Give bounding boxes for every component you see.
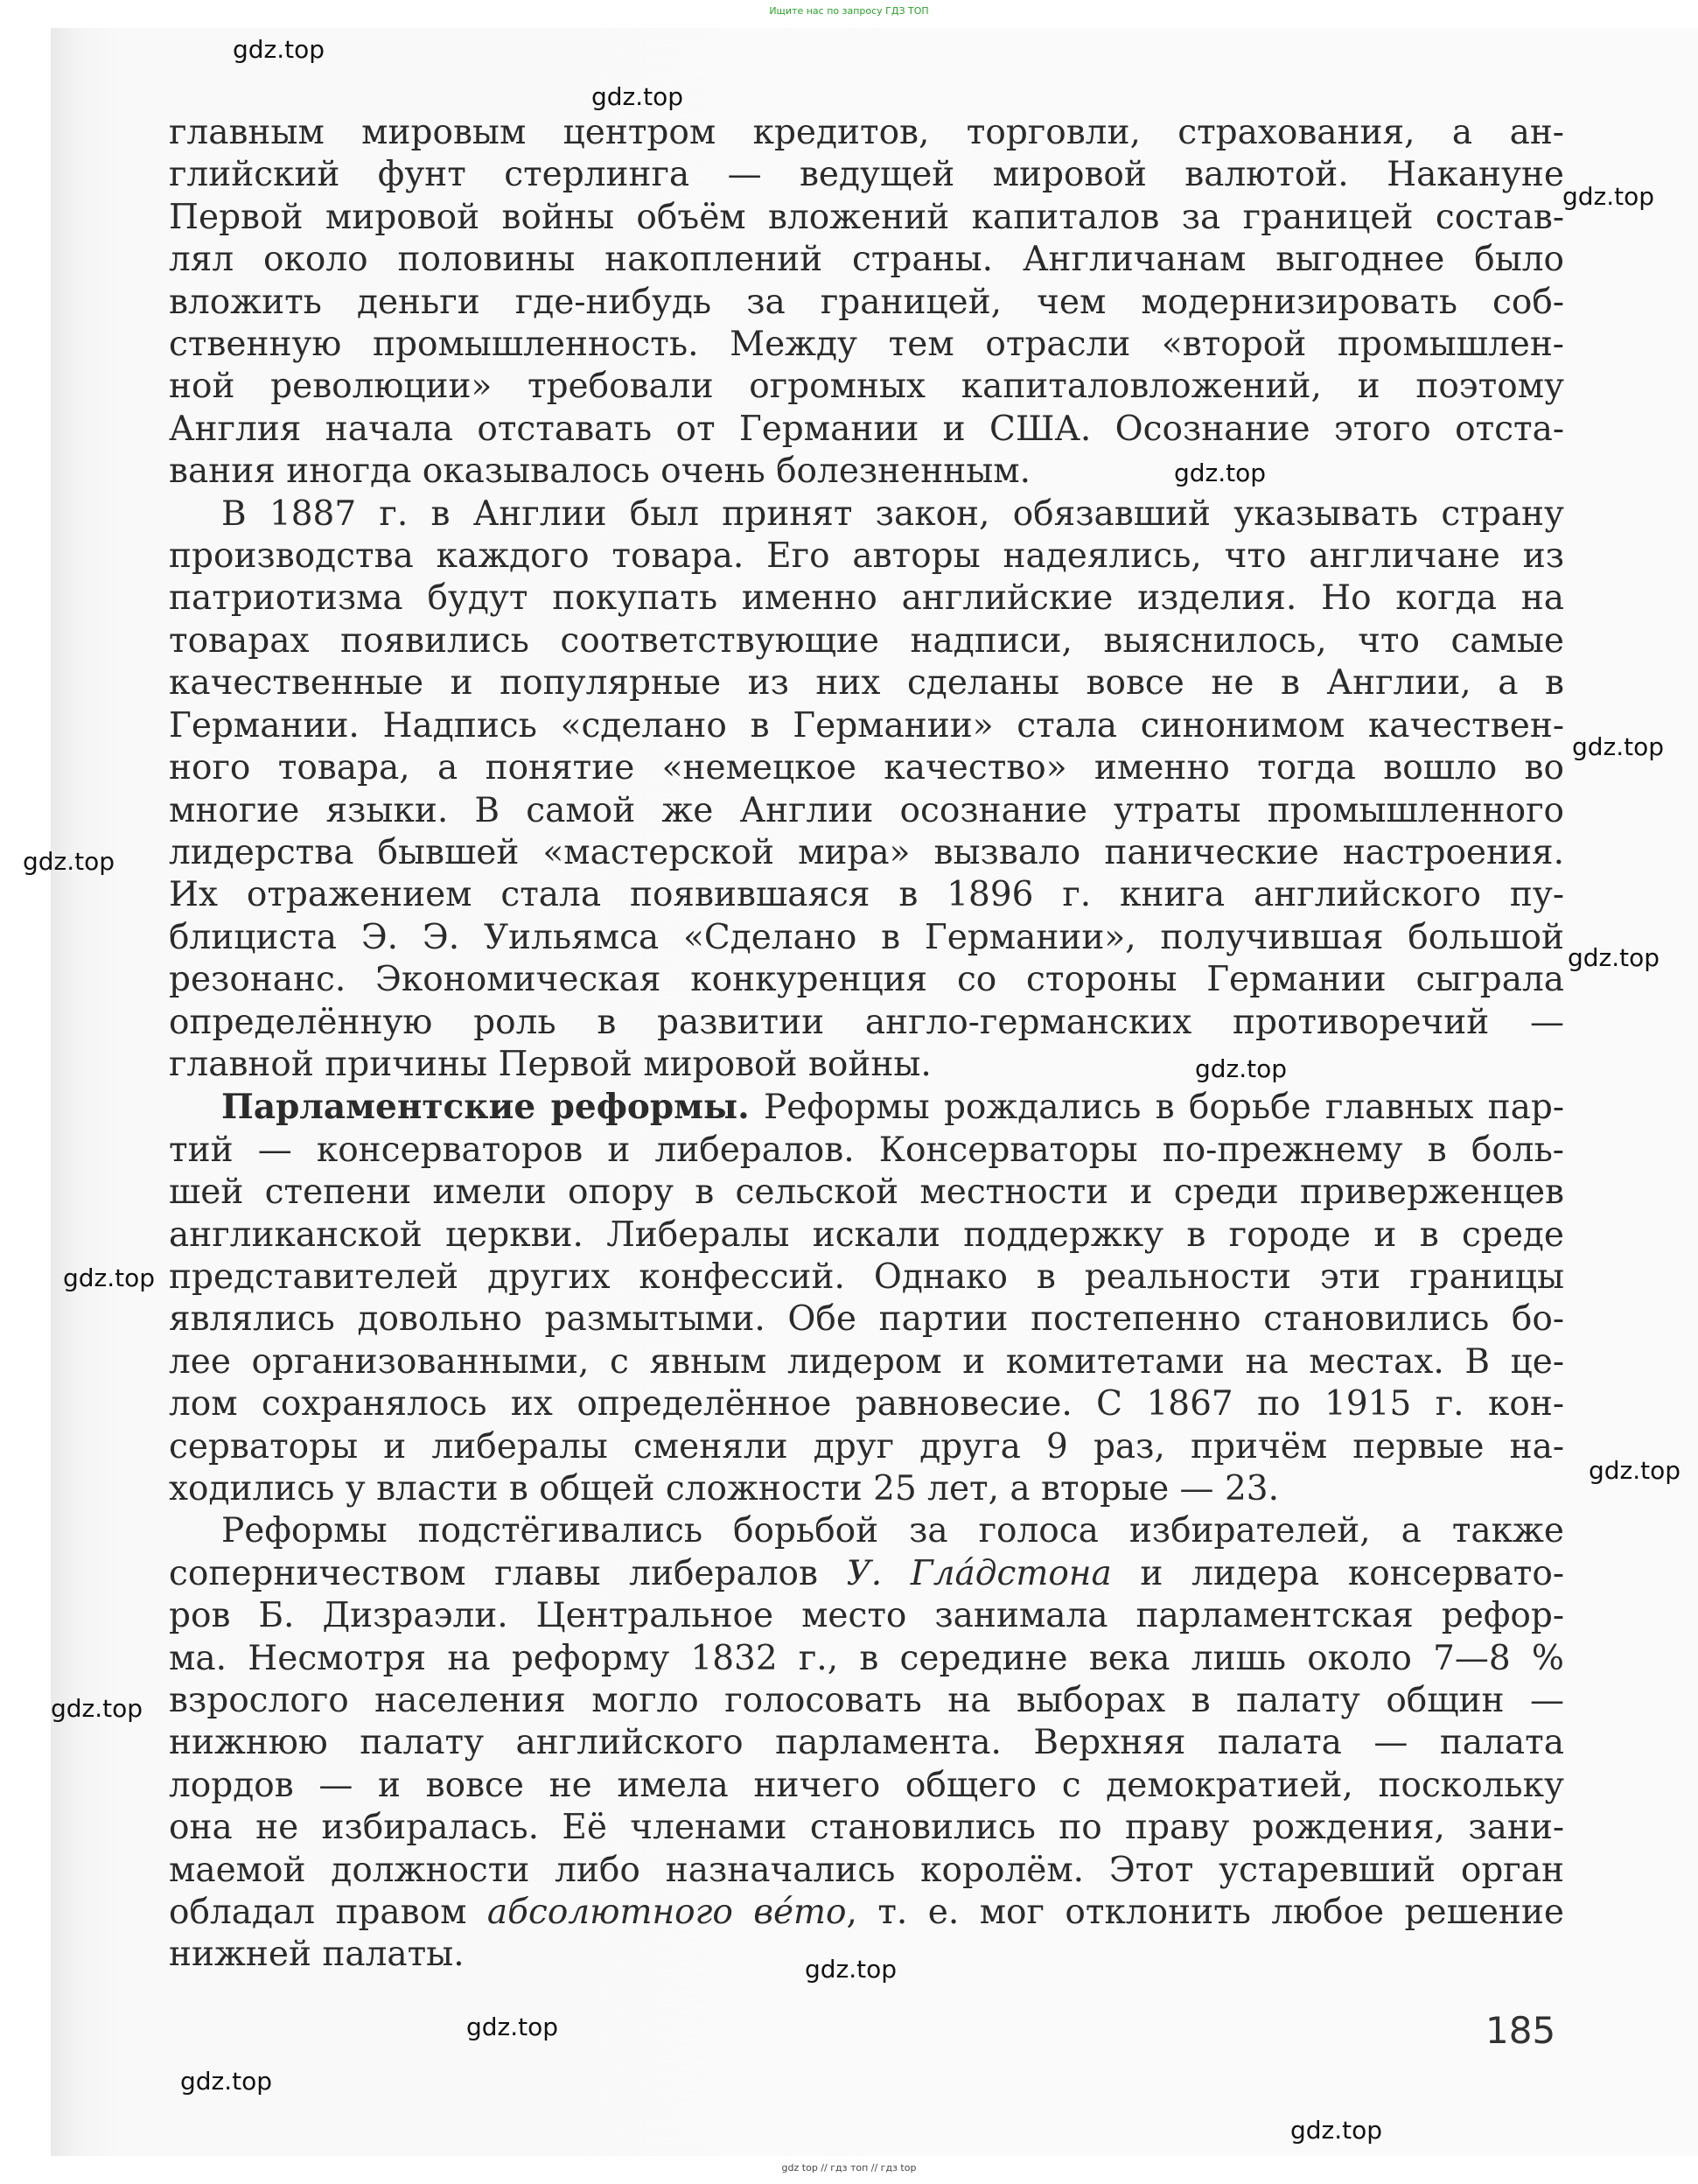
watermark: gdz.top bbox=[233, 35, 325, 64]
text-line: нижнюю палату английского парламента. Верхняя палата — палата bbox=[169, 1723, 1564, 1763]
text-line: нижней палаты. bbox=[169, 1935, 465, 1975]
section-heading: Парламентские реформы. bbox=[221, 1087, 750, 1128]
text-line: лордов — и вовсе не имела ничего общего с демократией, поскольку bbox=[169, 1765, 1564, 1805]
text-line: вания иногда оказывалось очень болезненным. bbox=[169, 452, 1031, 492]
text-line: Англия начала отставать от Германии и США. Осознание этого отста- bbox=[169, 409, 1564, 449]
text-line: соперничеством главы либералов У. Гла́дстона и лидера консервато- bbox=[169, 1553, 1564, 1593]
watermark: gdz.top bbox=[1290, 2116, 1383, 2145]
text-line: серваторы и либералы сменяли друг друга 9 раз, причём первые на- bbox=[169, 1426, 1564, 1466]
text-line: качественные и популярные из них сделаны вовсе не в Англии, а в bbox=[169, 663, 1564, 704]
text-line: вложить деньги где-нибудь за границей, чем модернизировать соб- bbox=[169, 282, 1564, 322]
text-line: многие языки. В самой же Англии осознание утраты промышленного bbox=[169, 790, 1564, 830]
watermark: gdz.top bbox=[466, 2012, 559, 2041]
text-line: представителей других конфессий. Однако в реальности эти границы bbox=[169, 1256, 1564, 1297]
text-line: шей степени имели опору в сельской местности и среди приверженцев bbox=[169, 1172, 1564, 1213]
text-line: Их отражением стала появившаяся в 1896 г. книга английского пу- bbox=[169, 875, 1564, 915]
watermark: gdz.top bbox=[23, 847, 115, 876]
text-line: Первой мировой войны объём вложений капиталов за границей состав- bbox=[169, 197, 1564, 237]
text-line: В 1887 г. в Англии был принят закон, обязавший указывать страну bbox=[221, 494, 1564, 534]
page-text bbox=[169, 112, 1564, 1977]
text-line: лидерства бывшей «мастерской мира» вызвало панические настроения. bbox=[169, 832, 1564, 872]
text-line: ров Б. Дизраэли. Центральное место занимала парламентская рефор- bbox=[169, 1596, 1564, 1636]
text-line: ма. Несмотря на реформу 1832 г., в середине века лишь около 7—8 % bbox=[169, 1638, 1564, 1678]
text-line: Реформы подстёгивались борьбой за голоса избирателей, а также bbox=[221, 1511, 1564, 1551]
text-line: обладал правом абсолютного ве́то, т. е. мог отклонить любое решение bbox=[169, 1893, 1564, 1933]
watermark: gdz.top bbox=[1568, 943, 1660, 972]
text-line: ной революции» требовали огромных капиталовложений, и поэтому bbox=[169, 367, 1564, 407]
text-line: резонанс. Экономическая конкуренция со стороны Германии сыграла bbox=[169, 960, 1564, 1000]
text-line: ного товара, а понятие «немецкое качество» именно тогда вошло во bbox=[169, 748, 1564, 788]
page-number: 185 bbox=[1485, 2009, 1556, 2052]
text-line: взрослого населения могло голосовать на выборах в палату общин — bbox=[169, 1681, 1564, 1721]
italic-term: абсолютного ве́то bbox=[486, 1893, 847, 1933]
watermark: gdz.top bbox=[1195, 1054, 1288, 1083]
text-line: Парламентские реформы. Реформы рождались в борьбе главных пар- bbox=[221, 1087, 1564, 1128]
text-line: лее организованными, с явным лидером и комитетами на местах. В це- bbox=[169, 1341, 1564, 1382]
watermark: gdz.top bbox=[1174, 458, 1267, 487]
bottom-banner: gdz top // гдз топ // гдз top bbox=[781, 2162, 917, 2174]
text-line: главным мировым центром кредитов, торговли, страхования, а ан- bbox=[169, 113, 1564, 152]
text-line: главной причины Первой мировой войны. bbox=[169, 1044, 932, 1084]
watermark: gdz.top bbox=[805, 1955, 898, 1984]
text-line: ходились у власти в общей сложности 25 лет, а вторые — 23. bbox=[169, 1469, 1279, 1508]
watermark: gdz.top bbox=[1572, 732, 1665, 761]
text-line: ственную промышленность. Между тем отрасли «второй промышлен- bbox=[169, 325, 1564, 365]
watermark: gdz.top bbox=[63, 1264, 156, 1292]
text-line: производства каждого товара. Его авторы надеялись, что англичане из bbox=[169, 536, 1564, 577]
text-line: тий — консерваторов и либералов. Консерваторы по-прежнему в боль- bbox=[169, 1130, 1564, 1170]
top-banner: Ищите нас по запросу ГДЗ ТОП bbox=[769, 5, 929, 17]
text-line: Германии. Надпись «сделано в Германии» стала синонимом качествен- bbox=[169, 705, 1564, 746]
text-line: являлись довольно размытыми. Обе партии постепенно становились бо- bbox=[169, 1299, 1564, 1340]
text-line: патриотизма будут покупать именно английские изделия. Но когда на bbox=[169, 578, 1564, 619]
text-line: определённую роль в развитии англо-германских противоречий — bbox=[169, 1002, 1564, 1042]
watermark: gdz.top bbox=[180, 2067, 273, 2096]
text-line: англиканской церкви. Либералы искали поддержку в городе и в среде bbox=[169, 1214, 1564, 1255]
text-line: лял около половины накоплений страны. Англичанам выгоднее было bbox=[169, 240, 1564, 280]
text-line: товарах появились соответствующие надписи, выяснилось, что самые bbox=[169, 620, 1564, 661]
watermark: gdz.top bbox=[1589, 1456, 1681, 1485]
watermark: gdz.top bbox=[1562, 182, 1655, 211]
watermark: gdz.top bbox=[51, 1694, 143, 1723]
text-line: глийский фунт стерлинга — ведущей мировой валютой. Накануне bbox=[169, 155, 1564, 195]
text-line: лом сохранялось их определённое равновесие. С 1867 по 1915 г. кон- bbox=[169, 1384, 1564, 1424]
italic-name: У. Гла́дстона bbox=[846, 1553, 1112, 1593]
text-line: блициста Э. Э. Уильямса «Сделано в Германии», получившая большой bbox=[169, 917, 1564, 957]
text-line: маемой должности либо назначались королём. Этот устаревший орган bbox=[169, 1850, 1564, 1890]
text-line: она не избиралась. Её членами становились по праву рождения, зани- bbox=[169, 1808, 1564, 1848]
watermark: gdz.top bbox=[591, 82, 684, 111]
